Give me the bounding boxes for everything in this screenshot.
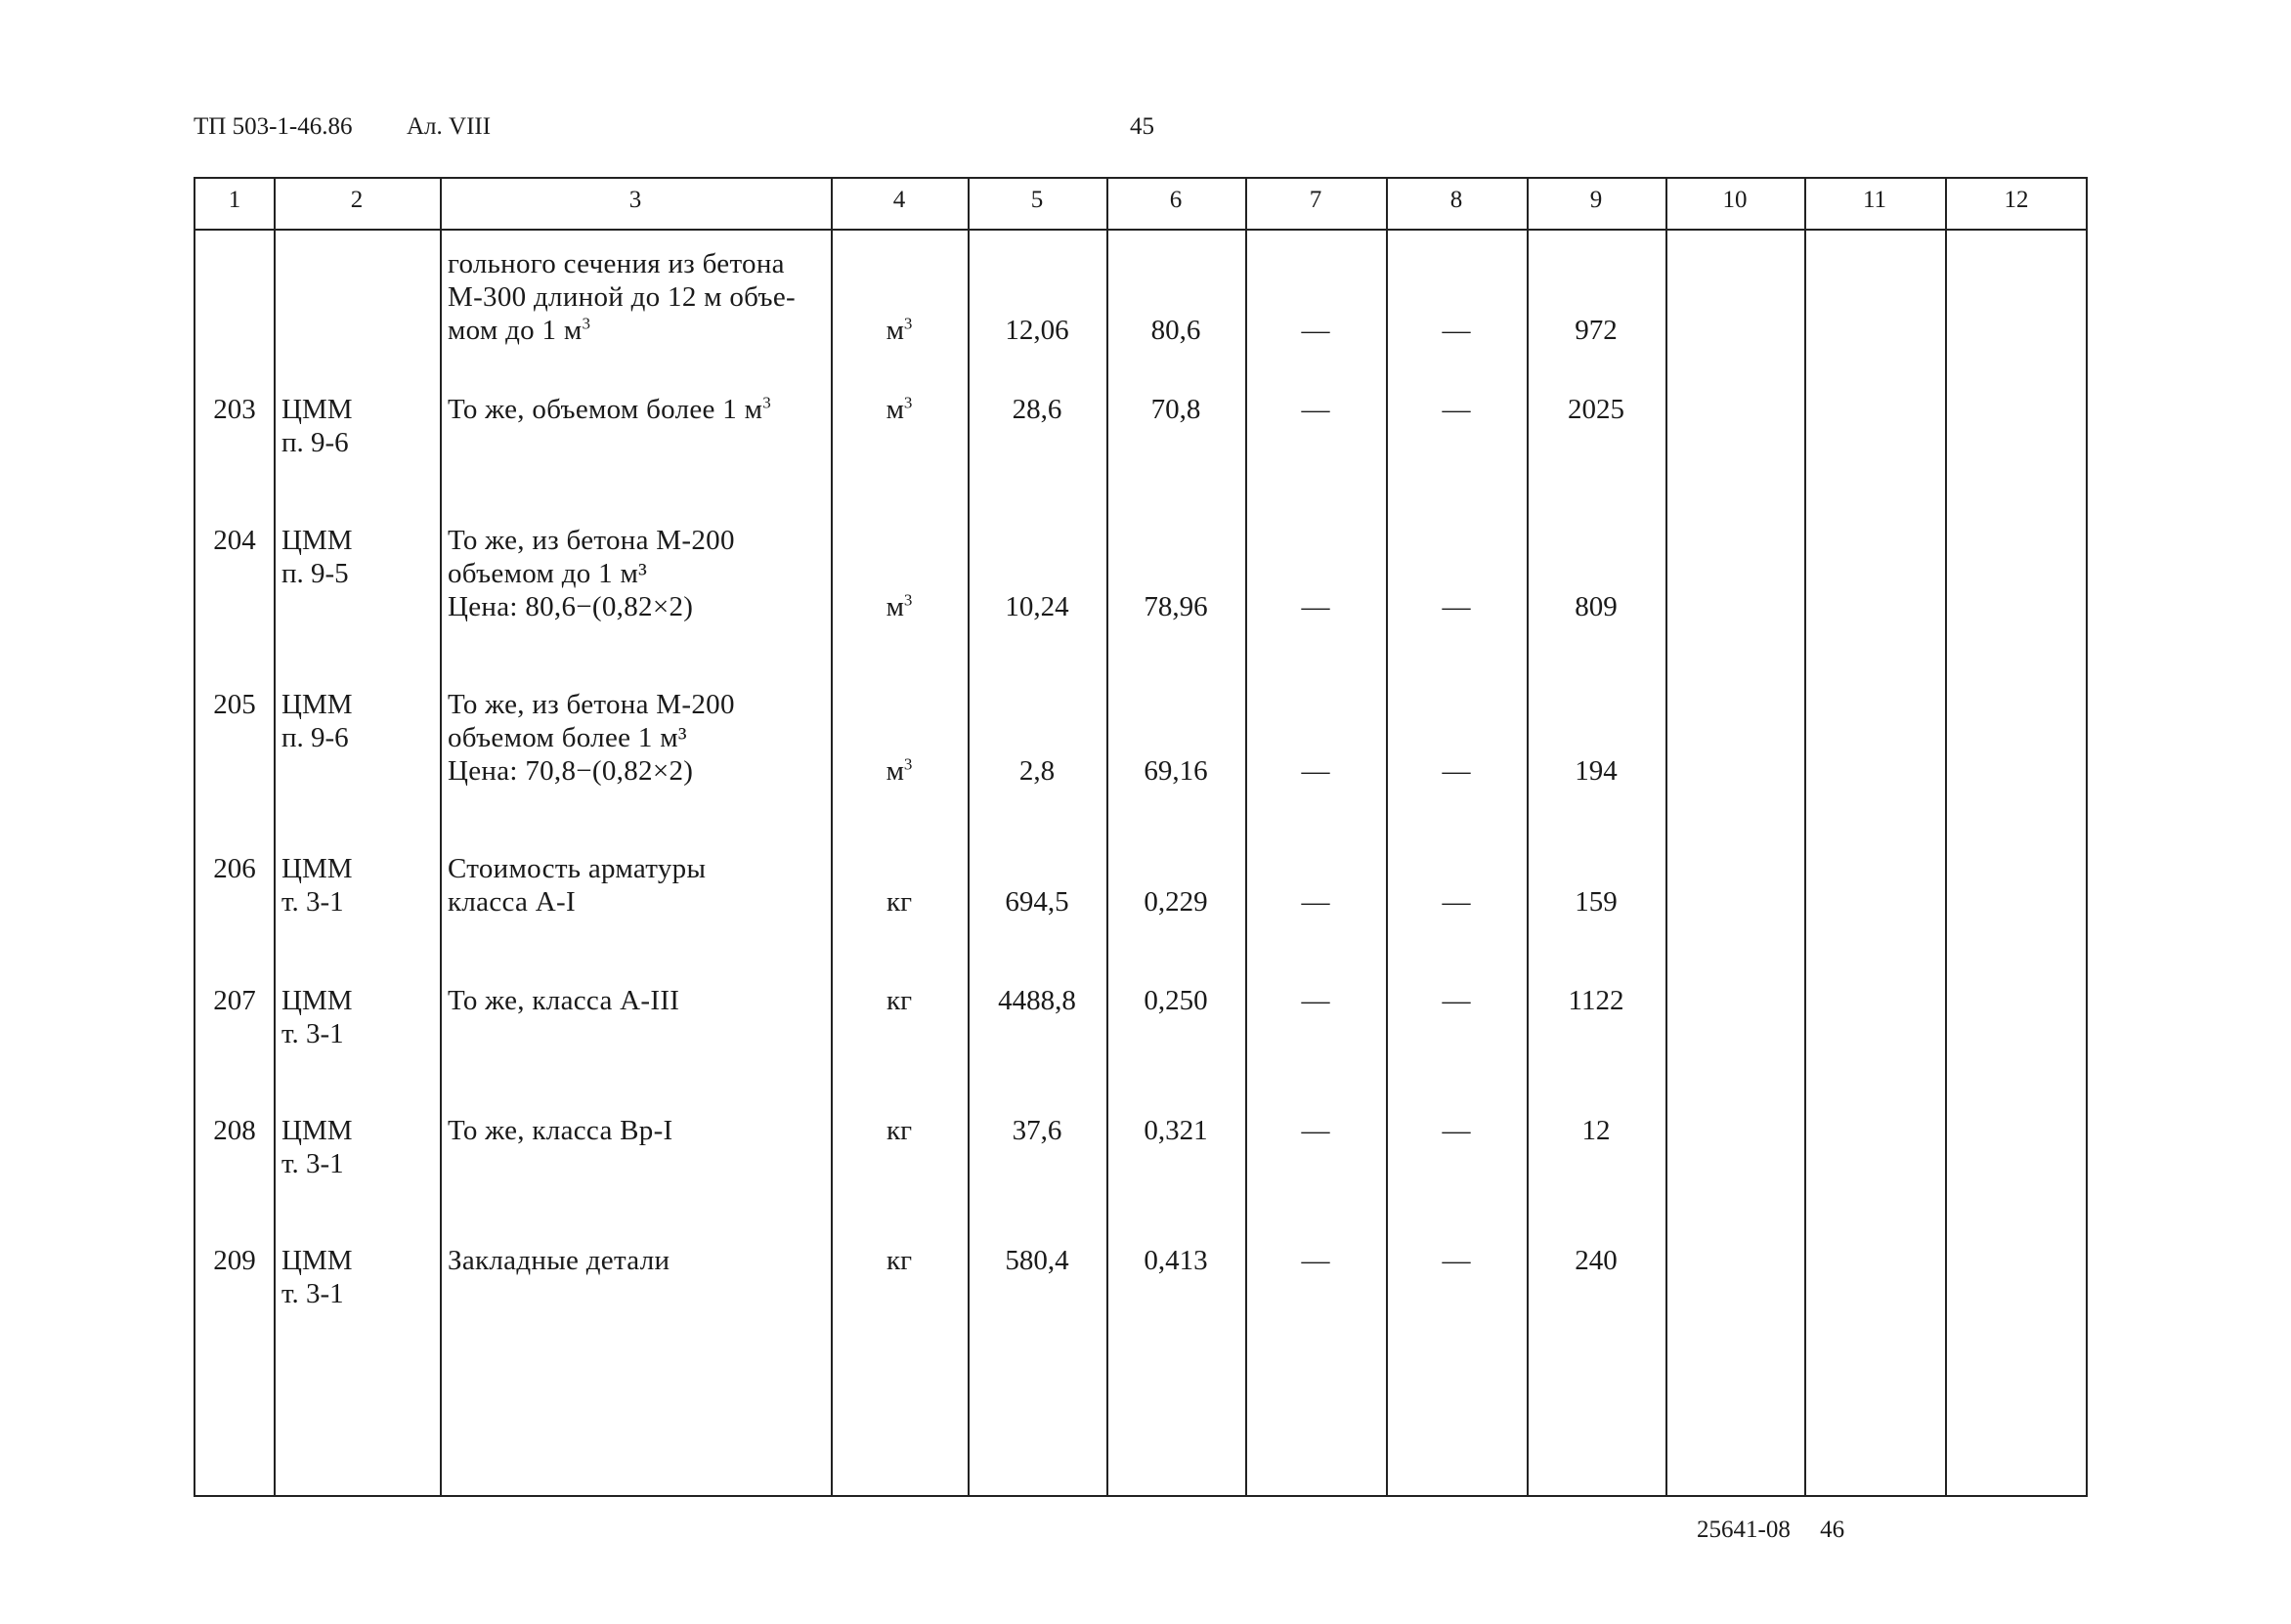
source-reference-cell: ЦММ т. 3-1 <box>281 985 353 1049</box>
unit-cell: кг <box>886 1245 912 1276</box>
source-reference-cell: ЦММ т. 3-1 <box>281 1245 353 1309</box>
unit-cell: кг <box>886 985 912 1016</box>
description-cell: То же, класса Вр-I <box>448 1115 673 1146</box>
superscript: 3 <box>903 754 913 774</box>
description-cell: То же, класса А-III <box>448 985 680 1016</box>
row-number-cell: 208 <box>213 1115 256 1146</box>
unit-price-cell: 0,321 <box>1144 1115 1208 1146</box>
column-7-cell: — <box>1301 591 1330 622</box>
table-row <box>195 1244 2086 1361</box>
column-number-header: 6 <box>1169 187 1183 213</box>
description-cell: То же, из бетона М-200 объемом до 1 м³ Цена: 80,6−(0,82×2) <box>448 525 735 622</box>
column-7-cell: — <box>1301 394 1330 425</box>
unit-price-cell: 0,229 <box>1144 886 1208 918</box>
row-number-cell: 203 <box>213 394 256 425</box>
column-8-cell: — <box>1442 1245 1471 1276</box>
column-number-header: 7 <box>1309 187 1322 213</box>
column-number-header: 9 <box>1589 187 1603 213</box>
column-number-header: 5 <box>1030 187 1044 213</box>
source-reference-cell: ЦММ т. 3-1 <box>281 1115 353 1179</box>
unit-price-cell: 70,8 <box>1150 394 1201 425</box>
row-number-cell: 204 <box>213 525 256 556</box>
page-header <box>194 113 2291 149</box>
source-reference-cell: ЦММ т. 3-1 <box>281 853 353 918</box>
column-8-cell: — <box>1442 394 1471 425</box>
unit-cell: кг <box>886 886 912 918</box>
total-cost-cell: 159 <box>1575 886 1618 918</box>
total-cost-cell: 2025 <box>1568 394 1624 425</box>
unit-price-cell: 78,96 <box>1144 591 1208 622</box>
page-footer <box>1697 1517 1844 1544</box>
table-row <box>195 688 2086 834</box>
column-8-cell: — <box>1442 755 1471 787</box>
superscript: 3 <box>903 393 913 412</box>
document-code: ТП 503-1-46.86 <box>194 113 353 140</box>
superscript: 3 <box>582 314 591 333</box>
total-cost-cell: 240 <box>1575 1245 1618 1276</box>
column-7-cell: — <box>1301 985 1330 1016</box>
source-reference-cell: ЦММ п. 9-6 <box>281 394 353 458</box>
column-8-cell: — <box>1442 886 1471 918</box>
total-cost-cell: 972 <box>1575 315 1618 346</box>
description-cell: То же, объемом более 1 $м^3$ <box>448 393 772 425</box>
description-cell: Закладные детали <box>448 1245 670 1276</box>
table-row <box>195 524 2086 670</box>
total-cost-cell: 12 <box>1581 1115 1611 1146</box>
column-number-header: 11 <box>1862 187 1887 213</box>
sheet-number: 46 <box>1820 1517 1845 1543</box>
unit-cell: $м^3$ <box>886 314 913 346</box>
quantity-cell: 694,5 <box>1005 886 1069 918</box>
row-number-cell: 205 <box>213 689 256 720</box>
column-8-cell: — <box>1442 591 1471 622</box>
row-number-cell: 206 <box>213 853 256 884</box>
page-number: 45 <box>1130 113 1154 140</box>
total-cost-cell: 809 <box>1575 591 1618 622</box>
column-7-cell: — <box>1301 315 1330 346</box>
column-8-cell: — <box>1442 985 1471 1016</box>
unit-cell: $м^3$ <box>886 393 913 425</box>
row-number-cell: 209 <box>213 1245 256 1276</box>
quantity-cell: 580,4 <box>1005 1245 1069 1276</box>
unit-cell: $м^3$ <box>886 590 913 622</box>
table-row <box>195 984 2086 1101</box>
column-7-cell: — <box>1301 886 1330 918</box>
unit-cell: кг <box>886 1115 912 1146</box>
column-7-cell: — <box>1301 755 1330 787</box>
column-8-cell: — <box>1442 315 1471 346</box>
superscript: 3 <box>762 393 772 412</box>
source-reference-cell: ЦММ п. 9-5 <box>281 525 353 589</box>
table-row <box>195 393 2086 510</box>
description-cell: То же, из бетона М-200 объемом более 1 м³ Цена: 70,8−(0,82×2) <box>448 689 735 787</box>
column-number-header: 3 <box>628 187 642 213</box>
unit-price-cell: 69,16 <box>1144 755 1208 787</box>
total-cost-cell: 1122 <box>1568 985 1624 1016</box>
unit-price-cell: 80,6 <box>1150 315 1201 346</box>
estimate-table <box>194 177 2088 1497</box>
column-8-cell: — <box>1442 1115 1471 1146</box>
document-number: 25641-08 <box>1697 1517 1791 1543</box>
table-row <box>195 852 2086 969</box>
column-number-header: 1 <box>228 187 241 213</box>
column-number-header: 10 <box>1722 187 1748 213</box>
description-cell: Стоимость арматуры класса А-I <box>448 853 707 918</box>
row-number-cell: 207 <box>213 985 256 1016</box>
column-7-cell: — <box>1301 1115 1330 1146</box>
quantity-cell: 4488,8 <box>998 985 1076 1016</box>
quantity-cell: 37,6 <box>1012 1115 1062 1146</box>
unit-price-cell: 0,250 <box>1144 985 1208 1016</box>
column-number-header: 4 <box>892 187 906 213</box>
column-number-header: 8 <box>1449 187 1463 213</box>
total-cost-cell: 194 <box>1575 755 1618 787</box>
column-number-header: 12 <box>2004 187 2029 213</box>
quantity-cell: 2,8 <box>1018 755 1056 787</box>
superscript: 3 <box>903 314 913 333</box>
quantity-cell: 12,06 <box>1005 315 1069 346</box>
unit-cell: $м^3$ <box>886 754 913 787</box>
table-row <box>195 1114 2086 1231</box>
column-7-cell: — <box>1301 1245 1330 1276</box>
description-cell: гольного сечения из бетона М-300 длиной до 12 м объе- мом до 1 $м^3$ <box>448 248 796 346</box>
header-divider <box>195 229 2086 231</box>
quantity-cell: 10,24 <box>1005 591 1069 622</box>
source-reference-cell: ЦММ п. 9-6 <box>281 689 353 753</box>
column-number-header: 2 <box>350 187 364 213</box>
table-row <box>195 247 2086 394</box>
unit-price-cell: 0,413 <box>1144 1245 1208 1276</box>
album-label: Ал. VIII <box>407 113 492 140</box>
superscript: 3 <box>903 590 913 610</box>
quantity-cell: 28,6 <box>1012 394 1062 425</box>
